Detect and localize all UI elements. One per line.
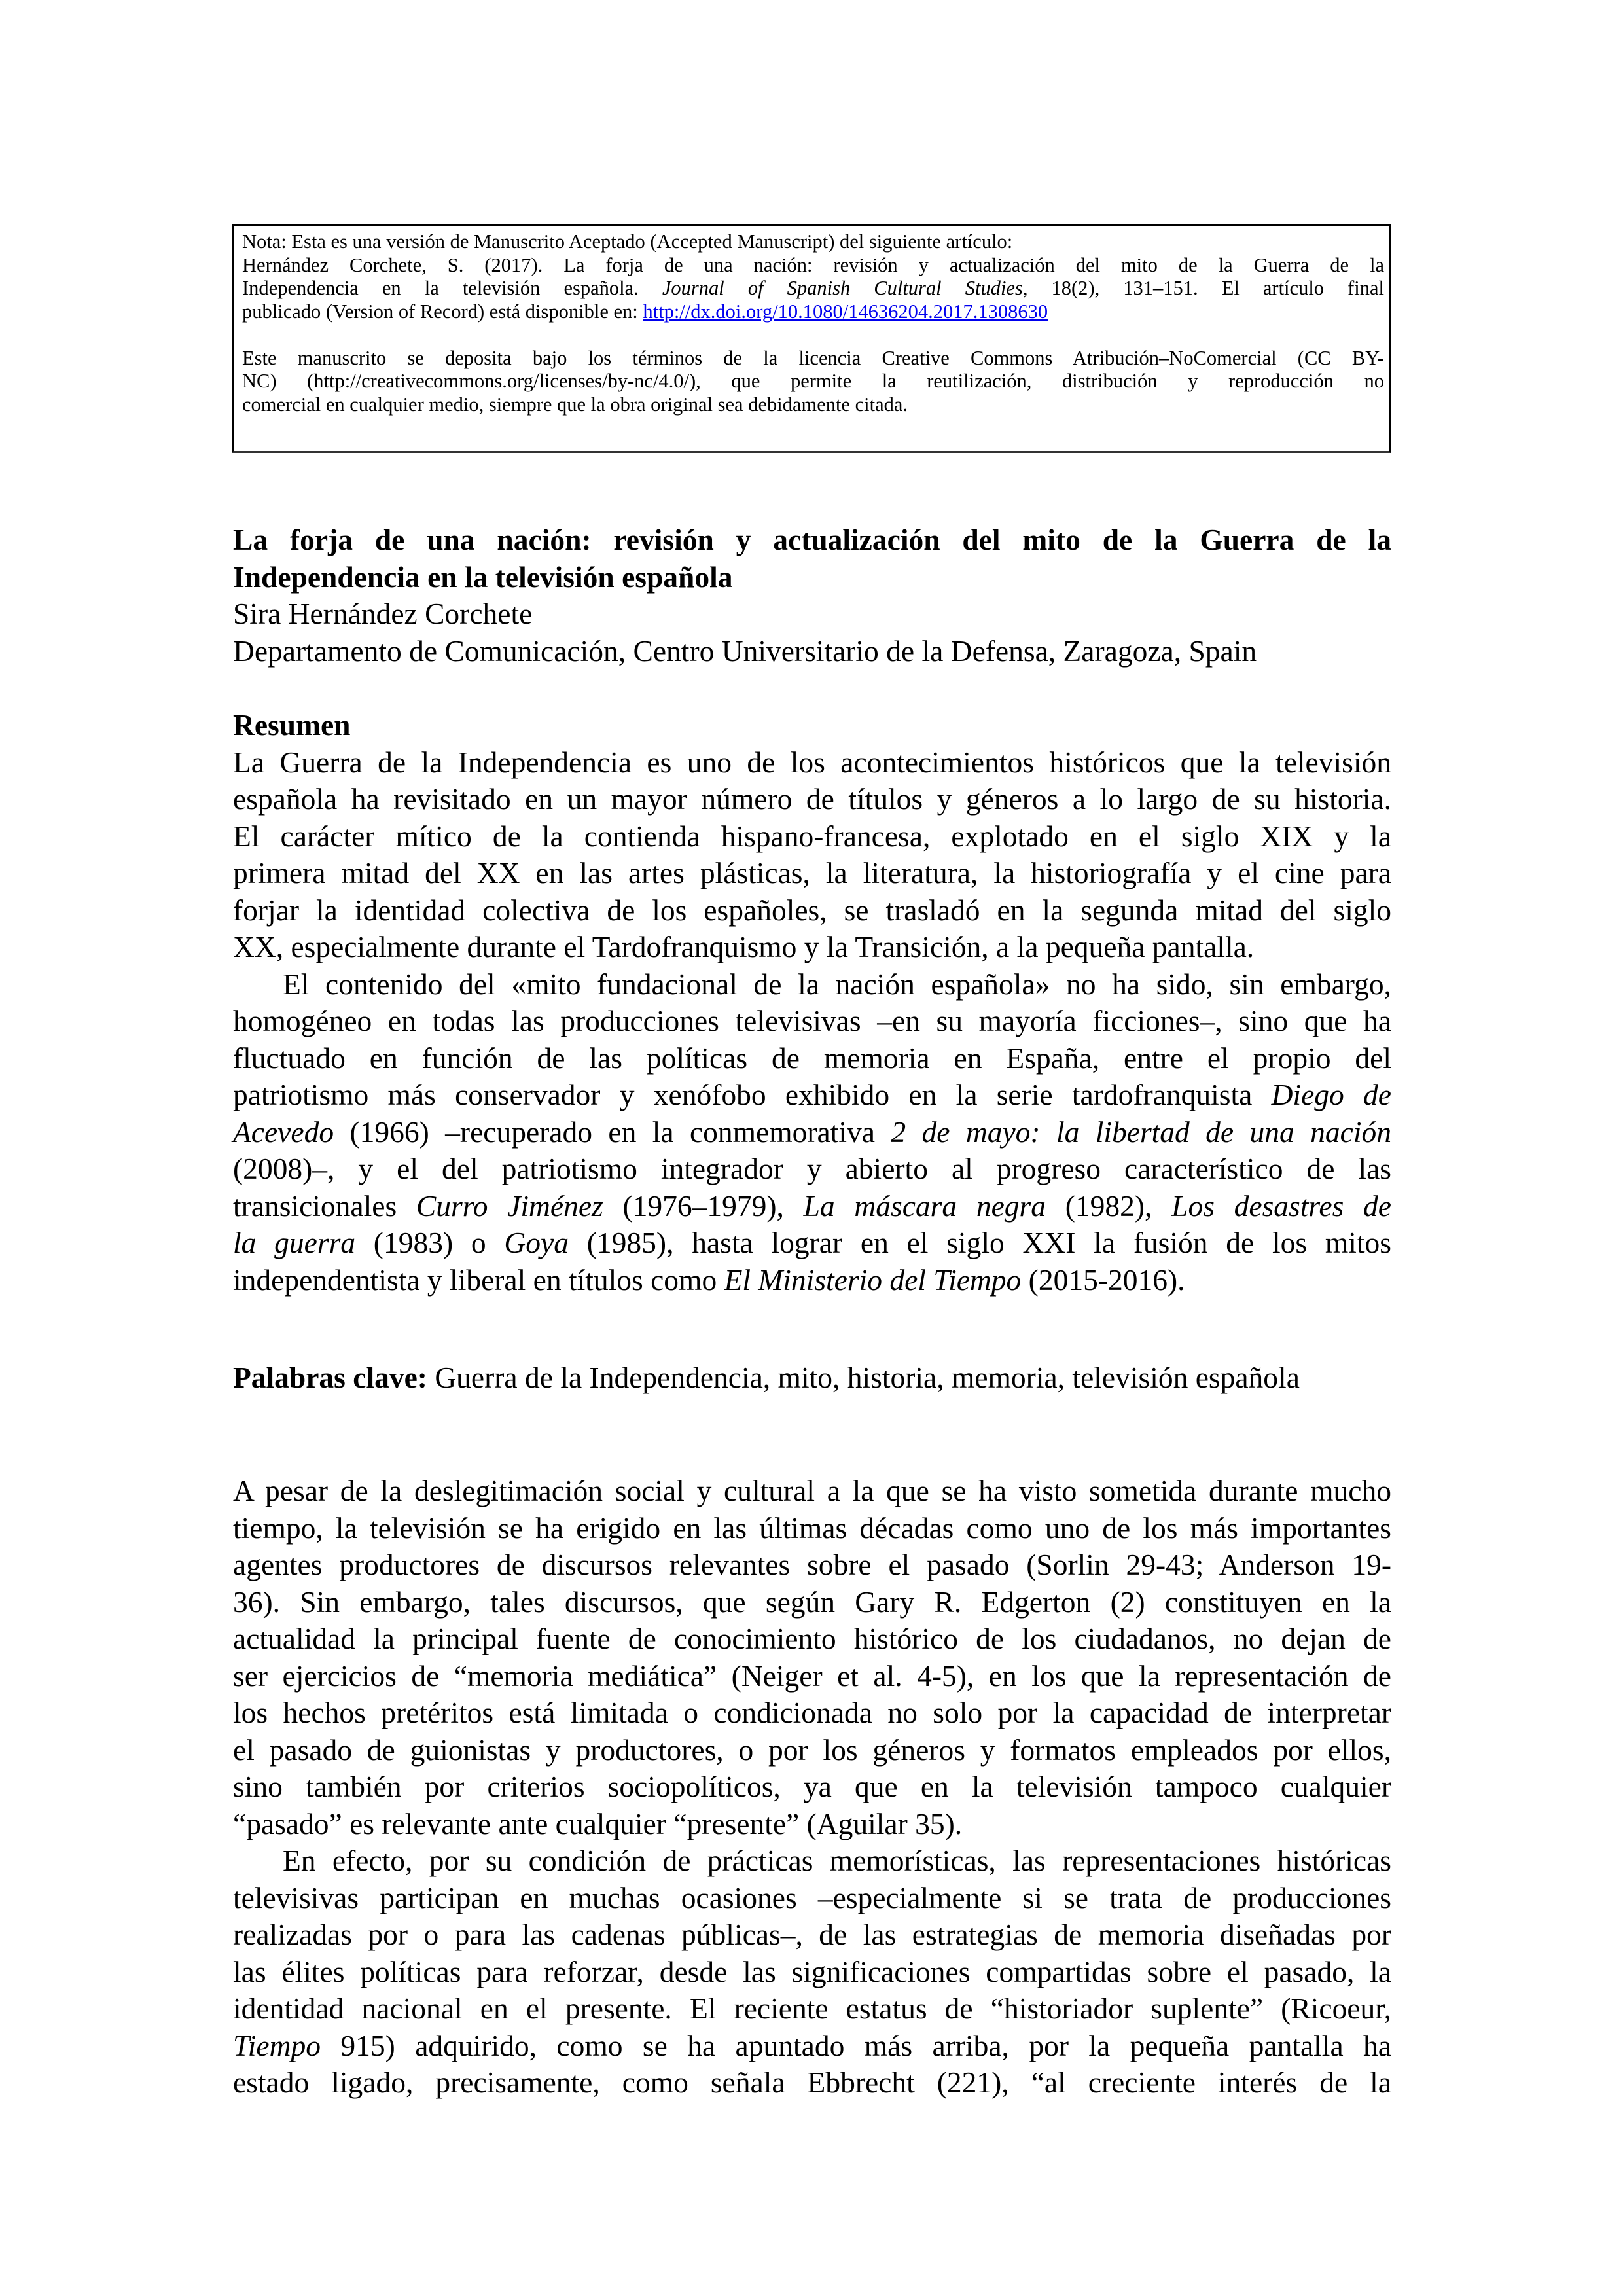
- work-title: La máscara negra: [803, 1189, 1046, 1223]
- article-title: La forja de una nación: revisión y actualización del mito de la Guerra de la: [233, 523, 1391, 556]
- work-title: Diego de: [1271, 1078, 1391, 1111]
- abstract-heading: Resumen: [233, 708, 351, 742]
- text: patriotismo más conservador y xenófobo exhibido en la serie tardofranquista: [233, 1078, 1272, 1111]
- abstract-line: [233, 1225, 1391, 1262]
- note-line: [242, 277, 1384, 300]
- note-line: Nota: Esta es una versión de Manuscrito Aceptado (Accepted Manuscript) del siguiente artículo:: [242, 230, 1013, 253]
- doi-link[interactable]: http://dx.doi.org/10.1080/14636204.2017.1308630: [643, 300, 1048, 323]
- abstract-line: [233, 1262, 1391, 1299]
- abstract-line: [233, 1077, 1391, 1114]
- abstract-line: fluctuado en función de las políticas de memoria en España, entre el propio del: [233, 1041, 1391, 1075]
- body-line: “pasado” es relevante ante cualquier “presente” (Aguilar 35).: [233, 1806, 963, 1840]
- work-title: Acevedo: [233, 1115, 334, 1149]
- article-header: [233, 522, 1391, 596]
- note-line: Hernández Corchete, S. (2017). La forja de una nación: revisión y actualización del mito de la Guerra de la: [242, 253, 1384, 276]
- abstract-line: La Guerra de la Independencia es uno de los acontecimientos históricos que la televisión: [233, 745, 1391, 779]
- body-line: agentes productores de discursos relevantes sobre el pasado (Sorlin 29-43; Anderson 19-: [233, 1548, 1391, 1581]
- abstract-line: primera mitad del XX en las artes plásticas, la literatura, la historiografía y el cine para: [233, 856, 1391, 889]
- body-line: sino también por criterios sociopolíticos, ya que en la televisión tampoco cualquier: [233, 1770, 1391, 1803]
- journal-title: Journal of Spanish Cultural Studies: [662, 277, 1023, 299]
- license-line: Este manuscrito se deposita bajo los términos de la licencia Creative Commons Atribución–NoComercial (CC BY-: [242, 346, 1384, 369]
- keywords-text: Guerra de la Independencia, mito, historia, memoria, televisión española: [427, 1361, 1300, 1394]
- text: 915) adquirido, como se ha apuntado más arriba, por la pequeña pantalla ha: [321, 2028, 1391, 2062]
- author-affiliation: Departamento de Comunicación, Centro Universitario de la Defensa, Zaragoza, Spain: [233, 634, 1257, 668]
- text: (1976–1979),: [603, 1189, 804, 1223]
- abstract-line: [233, 1188, 1391, 1225]
- text: (2015-2016).: [1021, 1263, 1185, 1297]
- abstract-line: XX, especialmente durante el Tardofranquismo y la Transición, a la pequeña pantalla.: [233, 930, 1255, 963]
- abstract-line: El carácter mítico de la contienda hispano-francesa, explotado en el siglo XIX y la: [233, 819, 1391, 853]
- body-line: [233, 2028, 1391, 2065]
- body-line: ser ejercicios de “memoria mediática” (Neiger et al. 4-5), en los que la representación de: [233, 1659, 1391, 1693]
- keywords-line: [233, 1359, 1391, 1397]
- body-line: los hechos pretéritos está limitada o condicionada no solo por la capacidad de interpretar: [233, 1696, 1391, 1729]
- work-title: Los desastres de: [1171, 1189, 1391, 1223]
- text: (1966) –recuperado en la conmemorativa: [334, 1115, 891, 1149]
- body-line: realizadas por o para las cadenas públicas–, de las estrategias de memoria diseñadas por: [233, 1918, 1391, 1951]
- body-section: [233, 1473, 1391, 2102]
- body-line: En efecto, por su condición de prácticas memorísticas, las representaciones históricas: [283, 1844, 1391, 1877]
- text: independentista y liberal en títulos como: [233, 1263, 724, 1297]
- note-text: , 18(2), 131–151. El artículo final: [1022, 277, 1384, 299]
- keywords-section: [233, 1359, 1391, 1397]
- work-title: Tiempo: [233, 2028, 321, 2062]
- text: (1982),: [1046, 1189, 1172, 1223]
- license-line: comercial en cualquier medio, siempre que la obra original sea debidamente citada.: [242, 393, 908, 416]
- abstract-line: forjar la identidad colectiva de los españoles, se trasladó en la segunda mitad del siglo: [233, 893, 1391, 927]
- author-name: Sira Hernández Corchete: [233, 597, 533, 630]
- article-title: Independencia en la televisión española: [233, 560, 733, 594]
- body-line: el pasado de guionistas y productores, o por los géneros y formatos empleados por ellos,: [233, 1732, 1391, 1767]
- keywords-label: Palabras clave:: [233, 1361, 427, 1394]
- text: (1985), hasta lograr en el siglo XXI la fusión de los mitos: [568, 1226, 1391, 1259]
- body-line: A pesar de la deslegitimación social y cultural a la que se ha visto sometida durante mucho: [233, 1474, 1391, 1507]
- work-title: la guerra: [233, 1226, 356, 1259]
- abstract-line: (2008)–, y el del patriotismo integrador y abierto al progreso característico de las: [233, 1152, 1391, 1185]
- text: transicionales: [233, 1189, 416, 1223]
- note-line: [242, 300, 1384, 324]
- abstract-line: [233, 1114, 1391, 1151]
- spacer: [242, 323, 1389, 347]
- body-line: las élites políticas para reforzar, desde las significaciones compartidas sobre el pasado, la: [233, 1954, 1391, 1988]
- abstract-section: [233, 707, 1391, 1299]
- body-line: estado ligado, precisamente, como señala Ebbrecht (221), “al creciente interés de la: [233, 2066, 1391, 2099]
- work-title: Goya: [504, 1226, 569, 1259]
- author-block: [233, 596, 1391, 670]
- note-text: publicado (Version of Record) está disponible en:: [242, 300, 643, 323]
- work-title: El Ministerio del Tiempo: [724, 1263, 1022, 1297]
- work-title: 2 de mayo: la libertad de una nación: [891, 1115, 1392, 1149]
- body-line: televisivas participan en muchas ocasiones –especialmente si se trata de producciones: [233, 1880, 1391, 1914]
- abstract-line: española ha revisitado en un mayor número de títulos y géneros a lo largo de su historia.: [233, 782, 1391, 816]
- abstract-line: El contenido del «mito fundacional de la nación española» no ha sido, sin embargo,: [283, 967, 1391, 1001]
- abstract-line: homogéneo en todas las producciones televisivas –en su mayoría ficciones–, sino que ha: [233, 1004, 1391, 1037]
- accepted-manuscript-note: [232, 224, 1391, 453]
- license-line: NC) (http://creativecommons.org/licenses/by-nc/4.0/), que permite la reutilización, distribución y reproducción no: [242, 370, 1384, 392]
- body-line: actualidad la principal fuente de conocimiento histórico de los ciudadanos, no dejan de: [233, 1622, 1391, 1655]
- work-title: Curro Jiménez: [416, 1189, 603, 1223]
- text: (1983) o: [355, 1226, 505, 1259]
- body-line: 36). Sin embargo, tales discursos, que según Gary R. Edgerton (2) constituyen en la: [233, 1585, 1391, 1619]
- body-line: identidad nacional en el presente. El reciente estatus de “historiador suplente” (Ricoeur,: [233, 1992, 1391, 2025]
- note-text: Independencia en la televisión española.: [242, 277, 662, 299]
- body-line: tiempo, la televisión se ha erigido en las últimas décadas como uno de los más importantes: [233, 1511, 1391, 1545]
